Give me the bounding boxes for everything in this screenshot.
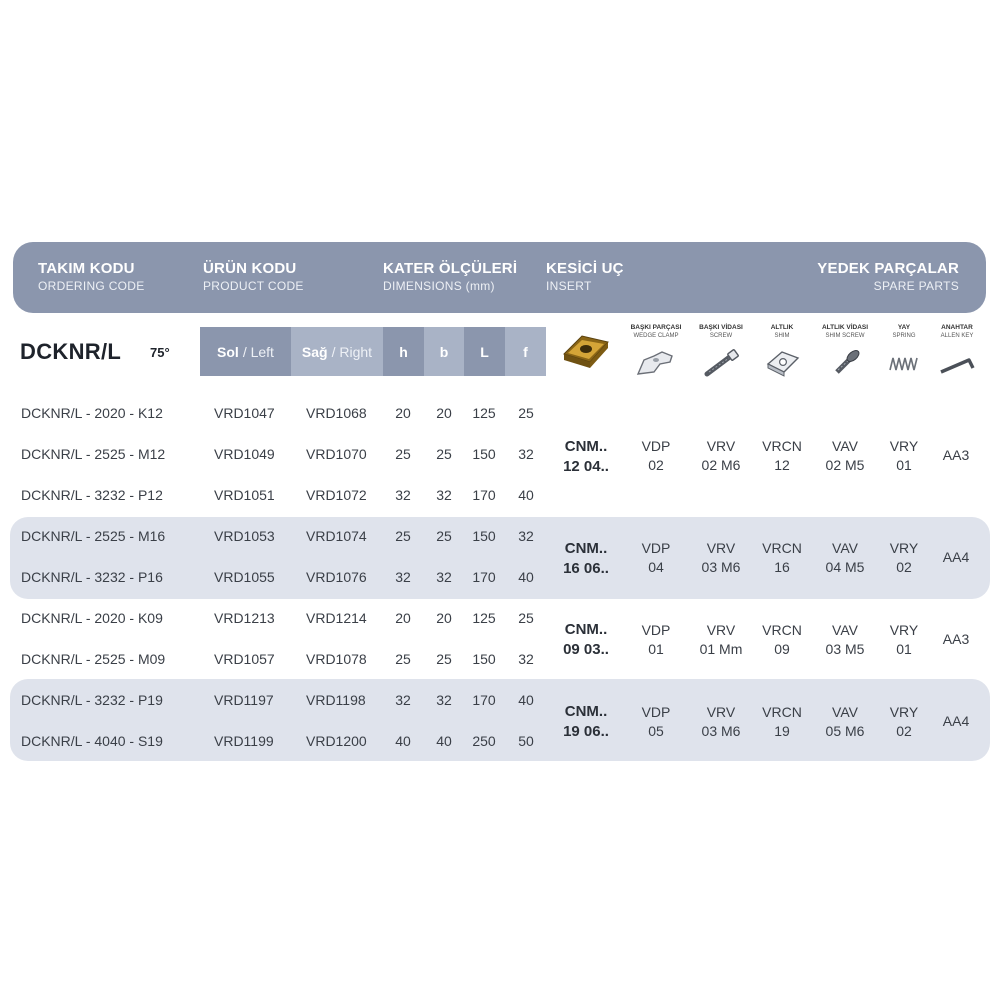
shim-screw-code: VAV 05 M6 xyxy=(825,704,865,739)
header-insert-tr: KESİCİ UÇ xyxy=(546,260,624,277)
spare-allen-key-header: ANAHTAR ALLEN KEY xyxy=(922,324,992,378)
header-spare-parts xyxy=(817,259,959,294)
spring-code: VRY 02 xyxy=(889,704,919,739)
subheader-left xyxy=(200,327,291,376)
tool-angle: 75° xyxy=(150,345,170,360)
screw-icon xyxy=(699,348,743,378)
key-code: AA4 xyxy=(942,713,970,729)
clamp-code: VDP 02 xyxy=(641,438,671,473)
key-code: AA3 xyxy=(942,631,970,647)
table-header-bar xyxy=(13,242,986,313)
shim-screw-code: VAV 02 M5 xyxy=(825,438,865,473)
shim-code: VRCN 16 xyxy=(762,540,802,575)
screw-code: VRV 03 M6 xyxy=(701,540,741,575)
clamp-code: VDP 05 xyxy=(641,704,671,739)
header-insert-en: INSERT xyxy=(546,279,592,293)
header-product-en: PRODUCT CODE xyxy=(203,279,304,293)
shim-code: VRCN 19 xyxy=(762,704,802,739)
subheader-left-light: / Left xyxy=(242,343,274,360)
subheader-b: b xyxy=(424,327,464,376)
subheader-h: h xyxy=(383,327,424,376)
spring-code: VRY 01 xyxy=(889,622,919,657)
allen-key-icon xyxy=(935,348,979,378)
subheader-right-bold: Sağ xyxy=(301,343,328,360)
shim-screw-icon xyxy=(823,348,867,378)
header-dims-tr: KATER ÖLÇÜLERİ xyxy=(383,260,518,277)
clamp-code: VDP 04 xyxy=(641,540,671,575)
spring-icon xyxy=(882,348,926,378)
spare-spring-header: YAY SPRING xyxy=(869,324,939,378)
shim-icon xyxy=(760,348,804,378)
spare-clamp-header: BAŞKI PARÇASI WEDGE CLAMP xyxy=(621,324,691,378)
insert-code: CNM.. 09 03.. xyxy=(563,621,609,658)
header-product-code xyxy=(203,259,304,294)
header-spare-en: SPARE PARTS xyxy=(873,279,959,293)
header-spare-tr: YEDEK PARÇALAR xyxy=(817,260,959,277)
tool-title: DCKNR/L xyxy=(20,339,122,364)
subheader-right xyxy=(291,327,383,376)
insert-icon xyxy=(560,332,612,381)
subheader-right-light: / Right xyxy=(331,343,373,360)
shim-code: VRCN 09 xyxy=(762,622,802,657)
clamp-code: VDP 01 xyxy=(641,622,671,657)
subheader-f: f xyxy=(505,327,546,376)
subheader-left-bold: Sol xyxy=(217,343,239,360)
header-insert xyxy=(546,259,624,294)
spare-shim-screw-header: ALTLIK VİDASI SHIM SCREW xyxy=(810,324,880,378)
spare-shim-header: ALTLIK SHIM xyxy=(747,324,817,378)
shim-screw-code: VAV 03 M5 xyxy=(825,622,865,657)
screw-code: VRV 03 M6 xyxy=(701,704,741,739)
spring-code: VRY 01 xyxy=(889,438,919,473)
key-code: AA4 xyxy=(942,549,970,565)
spring-code: VRY 02 xyxy=(889,540,919,575)
screw-code: VRV 01 Mm xyxy=(699,622,743,657)
shim-code: VRCN 12 xyxy=(762,438,802,473)
insert-code: CNM.. 16 06.. xyxy=(563,540,609,577)
header-ordering-en: ORDERING CODE xyxy=(38,279,145,293)
header-ordering-code xyxy=(38,259,145,294)
screw-code: VRV 02 M6 xyxy=(701,438,741,473)
header-dims-en: DIMENSIONS (mm) xyxy=(383,279,495,293)
insert-code: CNM.. 19 06.. xyxy=(563,703,609,740)
wedge-clamp-icon xyxy=(634,348,678,378)
shim-screw-code: VAV 04 M5 xyxy=(825,540,865,575)
header-product-tr: ÜRÜN KODU xyxy=(203,260,297,277)
spare-screw-header: BAŞKI VİDASI SCREW xyxy=(686,324,756,378)
header-ordering-tr: TAKIM KODU xyxy=(38,260,135,277)
key-code: AA3 xyxy=(942,447,970,463)
subheader-L: L xyxy=(464,327,505,376)
header-dimensions xyxy=(383,259,517,294)
insert-code: CNM.. 12 04.. xyxy=(563,438,609,475)
